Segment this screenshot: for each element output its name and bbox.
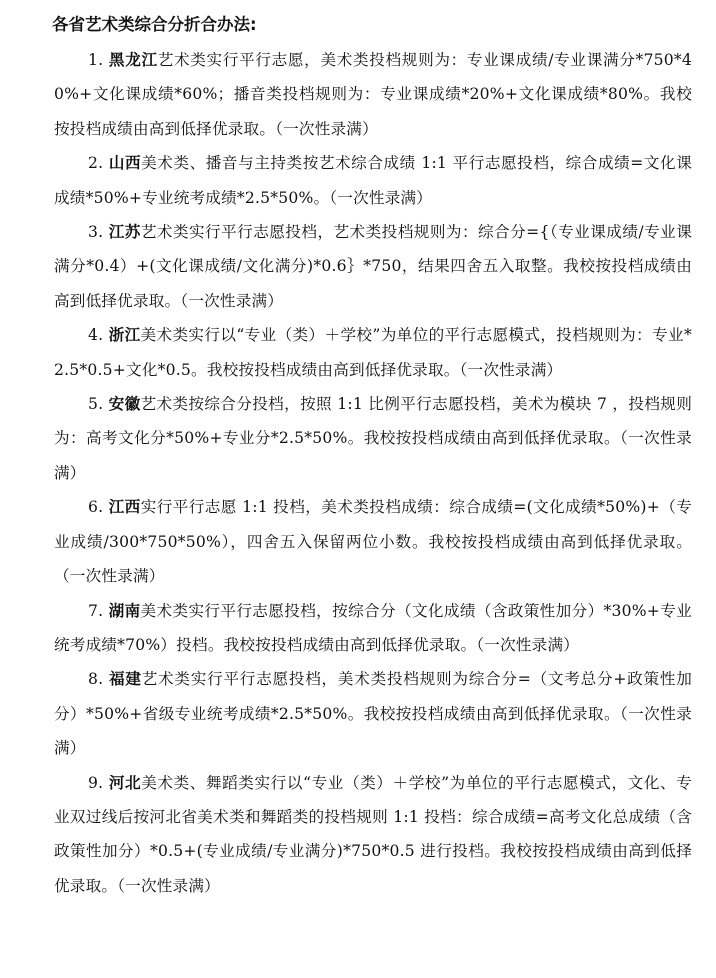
rule-text: 实行平行志愿 1:1 投档，美术类投档成绩：综合成绩=(文化成绩*50%)+（专业成绩/300*750*50%），四舍五入保留两位小数。我校按投档成绩由高到低择优录取。（一次性录满） — [54, 498, 693, 586]
province-name: 湖南 — [108, 601, 141, 620]
province-name: 山西 — [108, 154, 142, 173]
item-number: 3. — [88, 223, 109, 242]
item-number: 1. — [88, 51, 109, 69]
rule-item-heilongjiang — [54, 43, 692, 146]
province-name: 河北 — [108, 773, 142, 792]
rule-item-jiangsu — [54, 215, 692, 318]
rule-text: 美术类、舞蹈类实行以“专业（类）＋学校”为单位的平行志愿模式，文化、专业双过线后按河北省美术类和舞蹈类的投档规则 1:1 投档：综合成绩=高考文化总成绩（含政策性加分）*0.5+(专业成绩/专业满分)*750*0.5 进行投档。我校按投档成绩由高到低择优录取。（一次性录满） — [54, 773, 692, 895]
rule-item-hebei — [54, 766, 692, 904]
document-title: 各省艺术类综合分折合办法: — [52, 15, 257, 34]
item-number: 4. — [88, 326, 109, 345]
rule-text: 艺术类实行平行志愿投档，美术类投档规则为综合分=（文考总分+政策性加分）*50%+省级专业统考成绩*2.5*50%。我校按投档成绩由高到低择优录取。（一次性录满） — [54, 670, 692, 758]
item-number: 9. — [88, 773, 109, 792]
rule-item-fujian — [54, 662, 692, 765]
rule-text: 美术类实行以“专业（类）＋学校”为单位的平行志愿模式，投档规则为：专业*2.5*0.5+文化*0.5。我校按投档成绩由高到低择优录取。（一次性录满） — [54, 326, 692, 379]
rule-text: 美术类、播音与主持类按艺术综合成绩 1:1 平行志愿投档，综合成绩=文化课成绩*50%+专业统考成绩*2.5*50%。（一次性录满） — [54, 154, 693, 207]
item-number: 8. — [88, 670, 109, 689]
rule-item-jiangxi — [54, 490, 692, 593]
province-name: 江苏 — [108, 223, 141, 242]
rule-text: 艺术类按综合分投档，按照 1:1 比例平行志愿投档，美术为模块 7 ，投档规则为：高考文化分*50%+专业分*2.5*50%。我校按投档成绩由高到低择优录取。（一次性录满） — [54, 395, 693, 482]
province-name: 江西 — [108, 498, 141, 517]
province-name: 安徽 — [108, 395, 141, 414]
rule-text: 艺术类实行平行志愿投档，艺术类投档规则为：综合分={（专业课成绩/专业课满分*0.4）+(文化课成绩/文化满分)*0.6｝*750，结果四舍五入取整。我校按投档成绩由高到低择优录取。（一次性录满） — [54, 223, 692, 310]
rule-item-hunan — [54, 594, 692, 663]
item-number: 2. — [88, 154, 109, 173]
province-name: 浙江 — [108, 326, 141, 345]
rule-text: 艺术类实行平行志愿，美术类投档规则为：专业课成绩/专业课满分*750*40%+文化课成绩*60%；播音类投档规则为：专业课成绩*20%+文化课成绩*80%。我校按投档成绩由高到低择优录取。（一次性录满） — [54, 51, 692, 138]
rule-item-anhui — [54, 387, 692, 490]
rule-item-zhejiang — [54, 318, 692, 387]
rule-text: 美术类实行平行志愿投档，按综合分（文化成绩（含政策性加分）*30%+专业统考成绩*70%）投档。我校按投档成绩由高到低择优录取。（一次性录满） — [54, 601, 692, 654]
province-name: 福建 — [109, 670, 142, 689]
item-number: 5. — [88, 395, 109, 414]
province-name: 黑龙江 — [108, 51, 158, 69]
item-number: 7. — [88, 601, 109, 620]
rule-item-shanxi — [54, 146, 692, 215]
item-number: 6. — [88, 498, 109, 517]
